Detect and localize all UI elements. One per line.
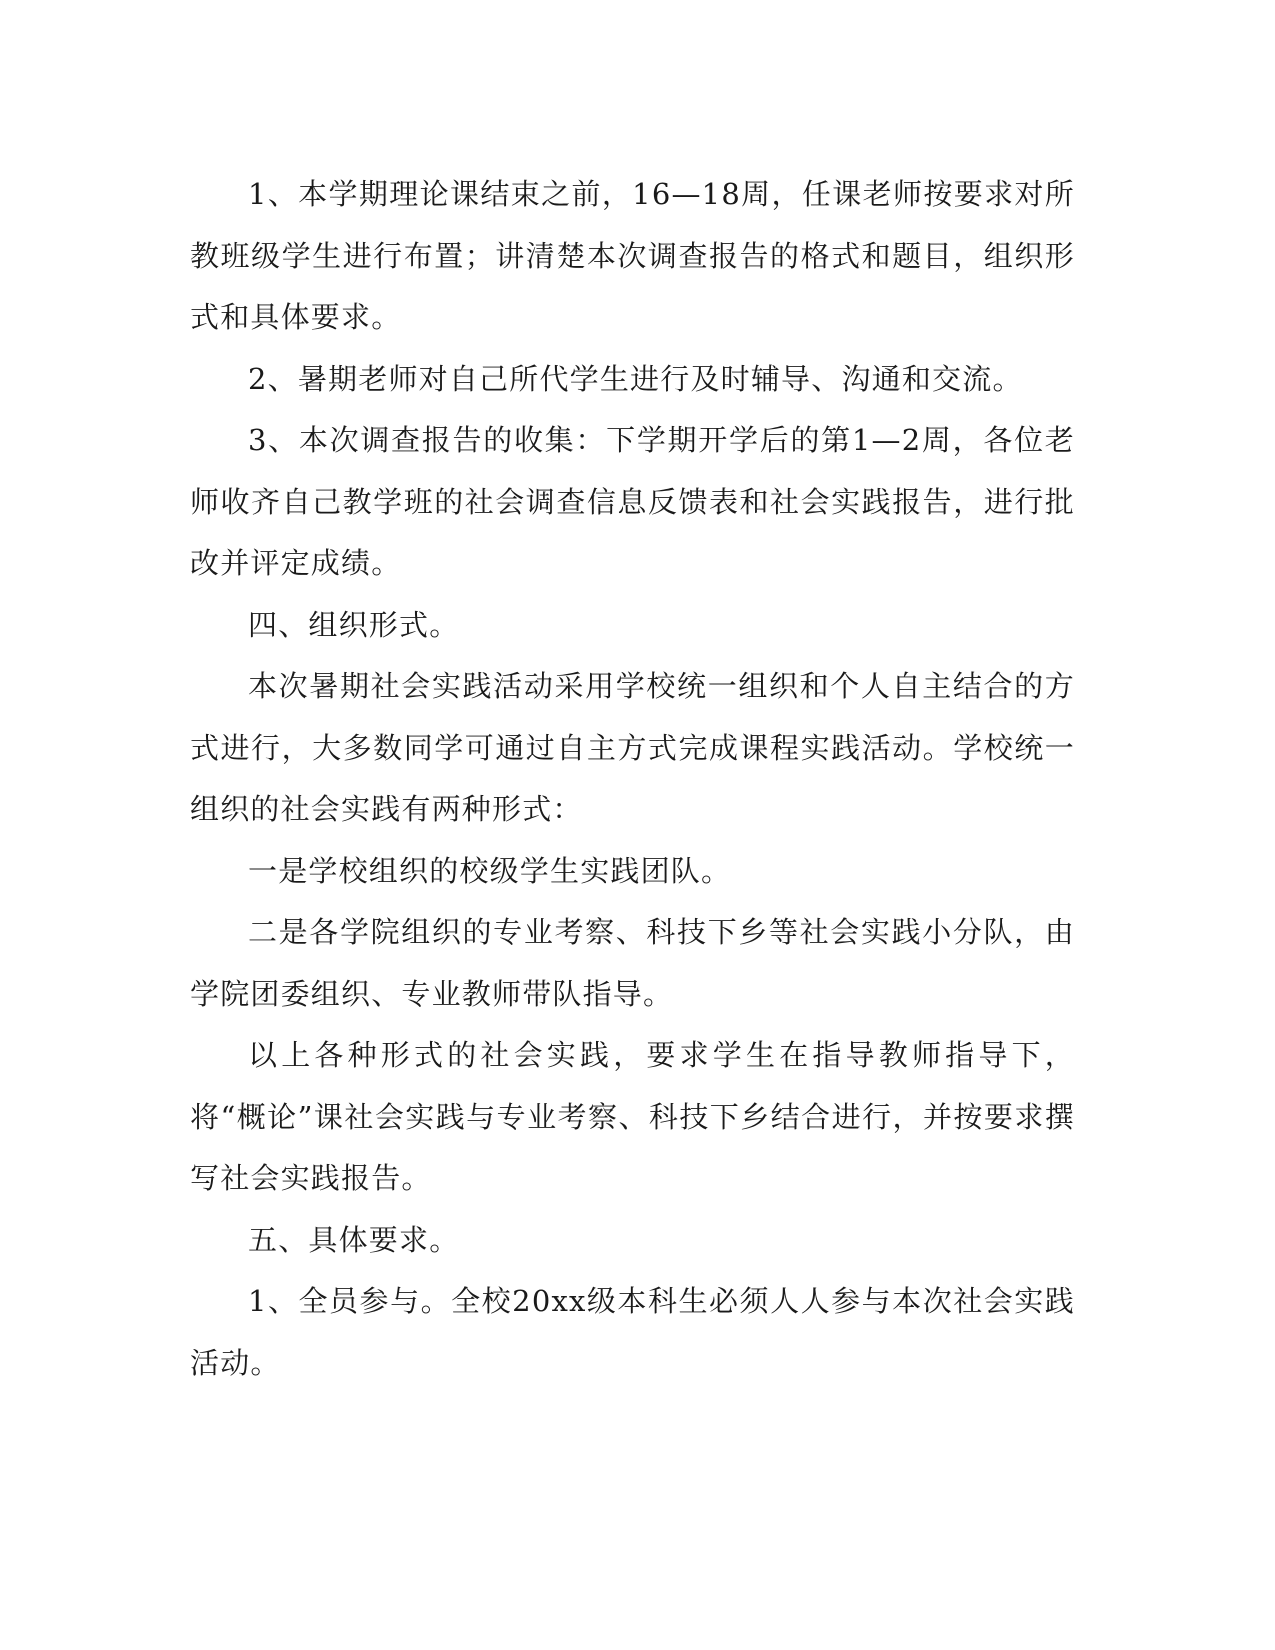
paragraph-form-one: 一是学校组织的校级学生实践团队。 (248, 853, 732, 888)
section-heading-organization: 四、组织形式。 (248, 607, 460, 642)
paragraph-full-participation: 1、全员参与。全校20xx级本科生必须人人参与本次社会实践活动。 (190, 1284, 1075, 1380)
paragraph-form-two: 二是各学院组织的专业考察、科技下乡等社会实践小分队，由学院团委组织、专业教师带队指导。 (190, 915, 1075, 1011)
paragraph-assignment: 1、本学期理论课结束之前，16—18周，任课老师按要求对所教班级学生进行布置；讲清楚本次调查报告的格式和题目，组织形式和具体要求。 (190, 177, 1075, 334)
document-body (190, 164, 1075, 1394)
section-heading-requirements: 五、具体要求。 (248, 1222, 460, 1257)
paragraph-collection: 3、本次调查报告的收集：下学期开学后的第1—2周，各位老师收齐自己教学班的社会调查信息反馈表和社会实践报告，进行批改并评定成绩。 (190, 423, 1075, 580)
paragraph-organization-intro: 本次暑期社会实践活动采用学校统一组织和个人自主结合的方式进行，大多数同学可通过自主方式完成课程实践活动。学校统一组织的社会实践有两种形式： (190, 669, 1075, 826)
paragraph-tutoring: 2、暑期老师对自己所代学生进行及时辅导、沟通和交流。 (248, 361, 1023, 396)
paragraph-forms-requirement: 以上各种形式的社会实践，要求学生在指导教师指导下，将“概论”课社会实践与专业考察、科技下乡结合进行，并按要求撰写社会实践报告。 (190, 1038, 1075, 1195)
